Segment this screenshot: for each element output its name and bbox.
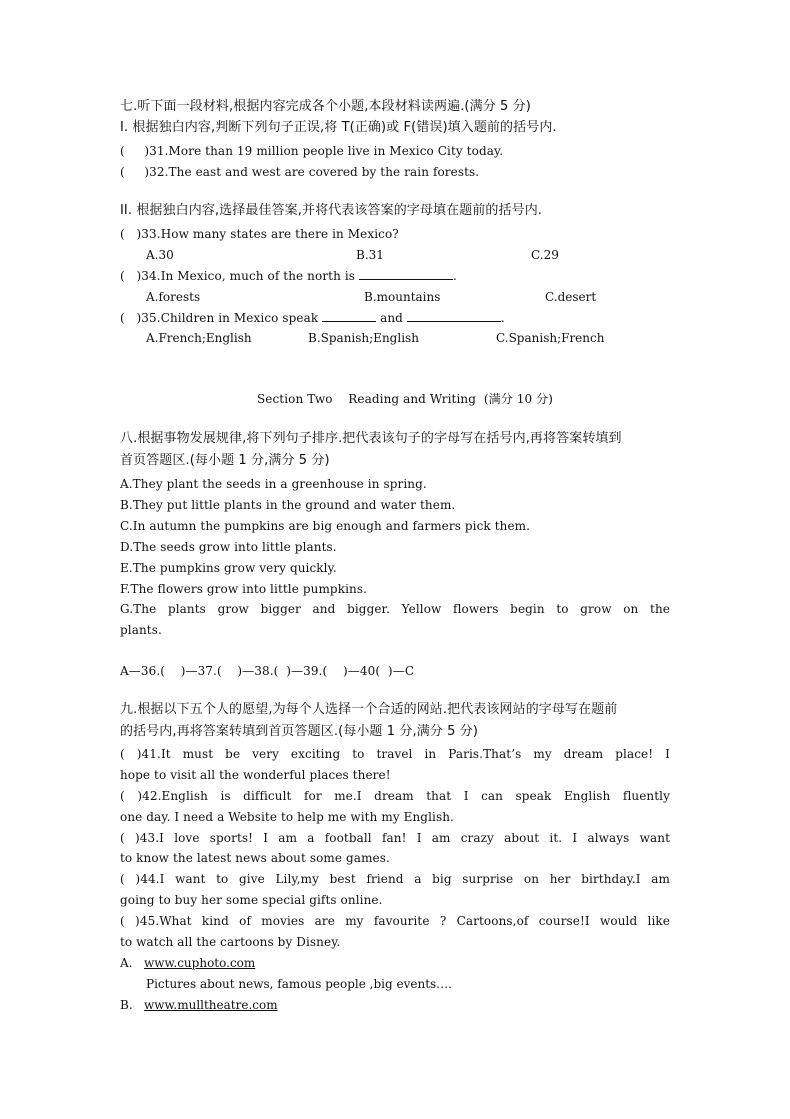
site-b-label: B. [120, 998, 133, 1012]
question-44: ( )44.I want to give Lily,my best friend a big surprise on her birthday.I am [120, 872, 670, 886]
sentence-c: C.In autumn the pumpkins are big enough and farmers pick them. [120, 519, 531, 533]
answer-sequence: A—36.( )—37.( )—38.( )—39.( )—40( )—C [120, 664, 415, 678]
question-31: ( )31.More than 19 million people live in Mexico City today. [120, 144, 504, 158]
question-33: ( )33.How many states are there in Mexico? [120, 227, 399, 241]
site-b-url[interactable]: www.mulltheatre.com [144, 998, 278, 1012]
q34-text: ( )34.In Mexico, much of the north is [120, 269, 359, 283]
q33-option-a: A.30 [146, 248, 174, 262]
sentence-f: F.The flowers grow into little pumpkins. [120, 582, 368, 596]
question-42: ( )42.English is difficult for me.I dream that I can speak English fluently [120, 789, 670, 803]
sentence-e: E.The pumpkins grow very quickly. [120, 561, 337, 575]
site-a-description: Pictures about news, famous people ,big events…. [146, 977, 452, 991]
q35-option-a: A.French;English [146, 331, 252, 345]
part8-heading-line2: 首页答题区.(每小题 1 分,满分 5 分) [120, 453, 330, 468]
site-a-label: A. [120, 956, 133, 970]
section-two-title: Section Two Reading and Writing (满分 10 分) [256, 392, 554, 406]
sentence-a: A.They plant the seeds in a greenhouse in spring. [120, 477, 427, 491]
part7-heading: 七.听下面一段材料,根据内容完成各个小题,本段材料读两遍.(满分 5 分) [120, 99, 531, 114]
q34-answer-blank [359, 268, 453, 280]
q35-option-c: C.Spanish;French [496, 331, 605, 345]
question-45-continued: to watch all the cartoons by Disney. [120, 935, 341, 949]
question-35 [120, 310, 505, 326]
sentence-d: D.The seeds grow into little plants. [120, 540, 337, 554]
question-43-continued: to know the latest news about some games. [120, 851, 390, 865]
q35-option-b: B.Spanish;English [308, 331, 419, 345]
question-42-continued: one day. I need a Website to help me with my English. [120, 810, 454, 824]
q35-text: ( )35.Children in Mexico speak [120, 311, 323, 325]
q35-period: . [500, 311, 505, 325]
q34-option-c: C.desert [545, 290, 597, 304]
part8-heading-line1: 八.根据事物发展规律,将下列句子排序.把代表该句子的字母写在括号内,再将答案转填到 [120, 431, 622, 446]
part7-sub1: I. 根据独白内容,判断下列句子正误,将 T(正确)或 F(错误)填入题前的括号内. [120, 120, 557, 135]
q34-option-a: A.forests [146, 290, 201, 304]
question-43: ( )43.I love sports! I am a football fan! I am crazy about it. I always want [120, 831, 670, 845]
sentence-g: G.The plants grow bigger and bigger. Yellow flowers begin to grow on the [120, 602, 670, 616]
part9-heading-line1: 九.根据以下五个人的愿望,为每个人选择一个合适的网站.把代表该网站的字母写在题前 [120, 702, 618, 717]
q35-blank-1 [322, 310, 376, 322]
question-44-continued: going to buy her some special gifts online. [120, 893, 383, 907]
question-32: ( )32.The east and west are covered by the rain forests. [120, 165, 480, 179]
question-45: ( )45.What kind of movies are my favourite ? Cartoons,of course!I would like [120, 914, 670, 928]
question-41-continued: hope to visit all the wonderful places there! [120, 768, 391, 782]
site-a-url[interactable]: www.cuphoto.com [144, 956, 256, 970]
part9-heading-line2: 的括号内,再将答案转填到首页答题区.(每小题 1 分,满分 5 分) [120, 724, 479, 739]
q34-option-b: B.mountains [364, 290, 441, 304]
part7-sub2: II. 根据独白内容,选择最佳答案,并将代表该答案的字母填在题前的括号内. [120, 203, 543, 218]
q35-blank-2 [407, 310, 501, 322]
q33-option-b: B.31 [356, 248, 384, 262]
question-41: ( )41.It must be very exciting to travel in Paris.That’s my dream place! I [120, 747, 670, 761]
sentence-g-continued: plants. [120, 623, 162, 637]
q34-period: . [452, 269, 457, 283]
q33-option-c: C.29 [531, 248, 559, 262]
question-34 [120, 268, 457, 284]
q35-and: and [376, 311, 407, 325]
sentence-b: B.They put little plants in the ground and water them. [120, 498, 456, 512]
